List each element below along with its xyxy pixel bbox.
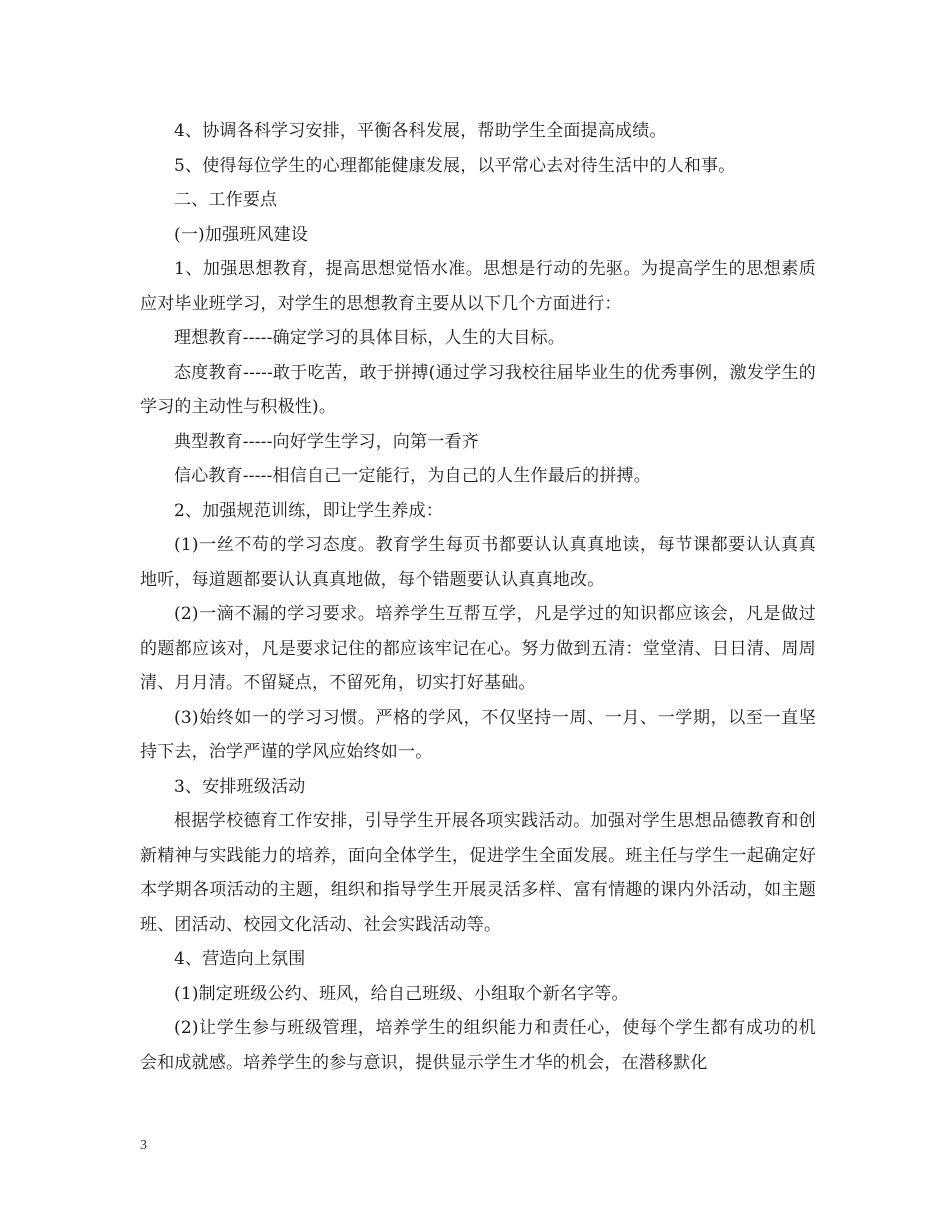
- paragraph-class-management: (2)让学生参与班级管理，培养学生的组织能力和责任心，使每个学生都有成功的机会和成就感。培养学生的参与意识，提供显示学生才华的机会，在潜移默化: [140, 1018, 816, 1073]
- paragraph-class-convention: (1)制定班级公约、班风，给自己班级、小组取个新名字等。: [174, 983, 629, 1004]
- subsection-heading-atmosphere: 4、营造向上氛围: [174, 949, 306, 969]
- paragraph-confidence-education: 信心教育-----相信自己一定能行，为自己的人生作最后的拼搏。: [174, 466, 651, 486]
- paragraph-ideal-education: 理想教育-----确定学习的具体目标，人生的大目标。: [174, 328, 565, 348]
- paragraph-study-requirement: (2)一滴不漏的学习要求。培养学生互帮互学，凡是学过的知识都应该会，凡是做过的题都应该对，凡是要求记住的都应该牢记在心。努力做到五清：堂堂清、日日清、周周清、月月清。不留疑点，不留死角，切实打好基础。: [140, 604, 816, 693]
- paragraph-goal-5: 5、使得每位学生的心理都能健康发展，以平常心去对待生活中的人和事。: [174, 155, 736, 176]
- document-body: [140, 114, 816, 1080]
- paragraph-norm-training: 2、加强规范训练，即让学生养成：: [174, 500, 444, 521]
- page-number: 3: [140, 1138, 147, 1153]
- paragraph-attitude-education: 态度教育-----敢于吃苦，敢于拼搏(通过学习我校往届毕业生的优秀事例，激发学生的学习的主动性与积极性)。: [140, 362, 816, 417]
- paragraph-goal-4: 4、协调各科学习安排，平衡各科发展，帮助学生全面提高成绩。: [174, 121, 667, 141]
- paragraph-study-habit: (3)始终如一的学习习惯。严格的学风，不仅坚持一周、一月、一学期，以至一直坚持下去，治学严谨的学风应始终如一。: [140, 707, 816, 762]
- paragraph-thought-education: 1、加强思想教育，提高思想觉悟水准。思想是行动的先驱。为提高学生的思想素质应对毕业班学习，对学生的思想教育主要从以下几个方面进行：: [140, 259, 816, 314]
- paragraph-study-attitude: (1)一丝不苟的学习态度。教育学生每页书都要认认真真地读，每节课都要认认真真地听，每道题都要认认真真地做，每个错题要认认真真地改。: [140, 535, 816, 590]
- subsection-heading-class-activities: 3、安排班级活动: [174, 776, 306, 797]
- section-heading-work-points: 二、工作要点: [174, 190, 278, 210]
- subsection-heading-class-style: (一)加强班风建设: [174, 224, 309, 245]
- paragraph-class-activities: 根据学校德育工作安排，引导学生开展各项实践活动。加强对学生思想品德教育和创新精神与实践能力的培养，面向全体学生，促进学生全面发展。班主任与学生一起确定好本学期各项活动的主题，组织和指导学生开展灵活多样、富有情趣的课内外活动，如主题班、团活动、校园文化活动、社会实践活动等。: [140, 811, 816, 935]
- paragraph-model-education: 典型教育-----向好学生学习，向第一看齐: [174, 431, 479, 452]
